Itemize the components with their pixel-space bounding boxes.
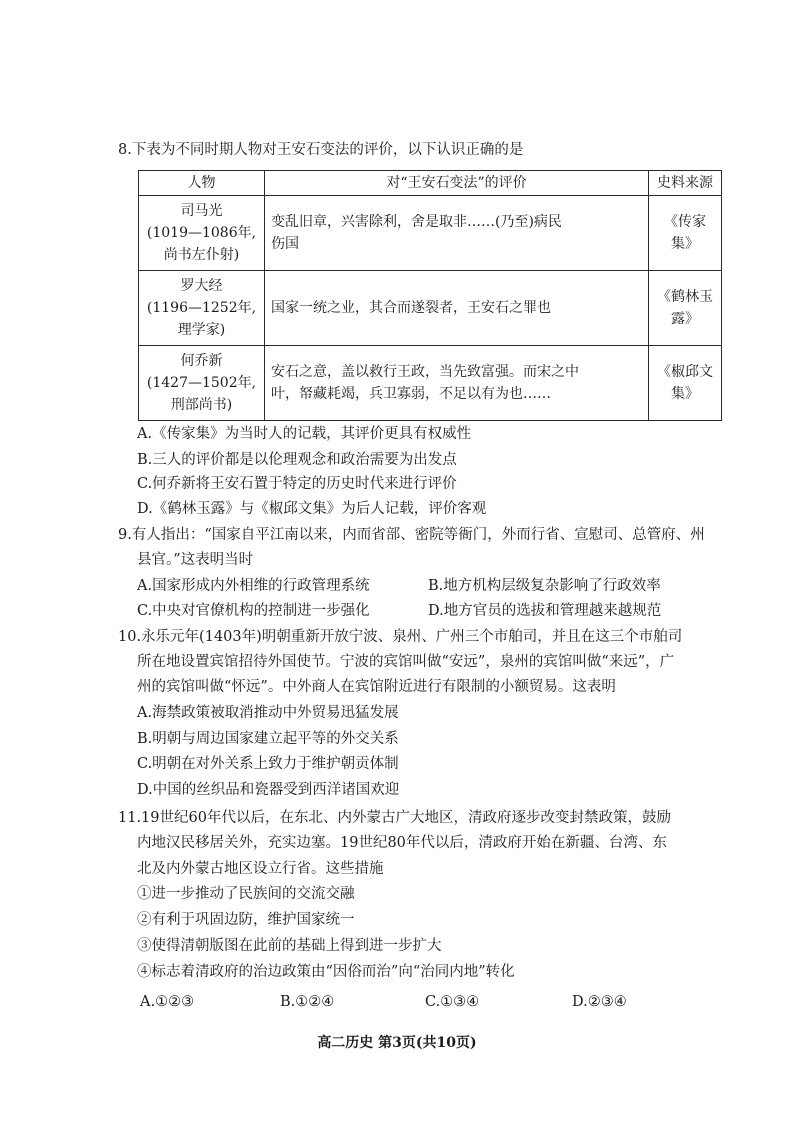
table-header-row [139, 171, 722, 196]
q11-item: ④标志着清政府的治边政策由“因俗而治”向“治同内地”转化 [137, 964, 515, 980]
q10-stem-cont: 州的宾馆叫做“怀远”。中外商人在宾馆附近进行有限制的小额贸易。这表明 [137, 679, 616, 695]
q9-option-c: C.中央对官僚机构的控制进一步强化 [137, 603, 370, 619]
q11-option-a: A.①②③ [140, 994, 195, 1010]
q11-item: ②有利于巩固边防，维护国家统一 [137, 912, 355, 928]
q9-stem: 9.有人指出：“国家自平江南以来，内而省部、密院等衙门，外而行省、宣慰司、总管府、州 [118, 527, 705, 543]
person-years: (1196—1252年, [146, 300, 257, 316]
header-source: 史料来源 [649, 171, 722, 196]
evaluation-line: 叶，帑藏耗竭，兵卫寡弱，不足以有为也…… [271, 386, 551, 402]
person-name: 何乔新 [180, 353, 223, 369]
evaluation-line: 伤国 [271, 236, 299, 252]
q11-stem: 11.19世纪60年代以后，在东北、内外蒙古广大地区，清政府逐步改变封禁政策，鼓励 [118, 810, 671, 826]
q9-stem-cont: 县官。”这表明当时 [137, 552, 254, 568]
table-row [139, 196, 722, 271]
person-years: (1019—1086年, [146, 225, 257, 241]
header-person: 人物 [139, 171, 265, 196]
header-evaluation: 对“王安石变法”的评价 [265, 171, 649, 196]
person-cell [139, 346, 265, 421]
q8-option-a: A.《传家集》为当时人的记载，其评价更具有权威性 [137, 426, 472, 442]
person-name: 司马光 [180, 203, 223, 219]
q11-stem-cont: 北及内外蒙古地区设立行省。这些措施 [137, 861, 384, 877]
q11-option-c: C.①③④ [425, 994, 480, 1010]
q8-stem: 8.下表为不同时期人物对王安石变法的评价，以下认识正确的是 [118, 142, 524, 158]
source-cell: 《传家集》 [649, 196, 722, 271]
q8-option-d: D.《鹤林玉露》与《椒邱文集》为后人记载，评价客观 [137, 501, 487, 517]
person-years: (1427—1502年, [146, 375, 257, 391]
person-title: 尚书左仆射) [163, 247, 240, 263]
q10-option-c: C.明朝在对外关系上致力于维护朝贡体制 [137, 756, 399, 772]
evaluation-cell [265, 196, 649, 271]
person-title: 刑部尚书) [170, 397, 233, 413]
q9-option-b: B.地方机构层级复杂影响了行政效率 [428, 578, 661, 594]
q10-stem-cont: 所在地设置宾馆招待外国使节。宁波的宾馆叫做“安远”，泉州的宾馆叫做“来远”，广 [137, 654, 675, 670]
q8-option-b: B.三人的评价都是以伦理观念和政治需要为出发点 [137, 452, 457, 468]
page-footer: 高二历史 第3页(共10页) [317, 1035, 477, 1051]
q11-option-d: D.②③④ [572, 994, 627, 1010]
q8-evaluation-table [138, 170, 722, 421]
q10-stem: 10.永乐元年(1403年)明朝重新开放宁波、泉州、广州三个市舶司，并且在这三个市舶司 [118, 629, 683, 645]
table-row [139, 271, 722, 346]
q10-option-b: B.明朝与周边国家建立起平等的外交关系 [137, 731, 399, 747]
person-name: 罗大经 [180, 278, 223, 294]
evaluation-line: 安石之意，盖以救行王政，当先致富强。而宋之中 [271, 364, 579, 380]
q9-option-a: A.国家形成内外相维的行政管理系统 [137, 578, 370, 594]
q11-item: ③使得清朝版图在此前的基础上得到进一步扩大 [137, 938, 442, 954]
source-cell: 《椒邱文集》 [649, 346, 722, 421]
evaluation-cell [265, 271, 649, 346]
q10-option-d: D.中国的丝织品和瓷器受到西洋诸国欢迎 [137, 782, 400, 798]
q10-option-a: A.海禁政策被取消推动中外贸易迅猛发展 [137, 705, 399, 721]
q9-option-d: D.地方官员的选拔和管理越来越规范 [428, 603, 662, 619]
table-row [139, 346, 722, 421]
person-cell [139, 271, 265, 346]
source-cell: 《鹤林玉露》 [649, 271, 722, 346]
q11-option-b: B.①②④ [280, 994, 335, 1010]
q11-item: ①进一步推动了民族间的交流交融 [137, 886, 355, 902]
evaluation-line: 变乱旧章，兴害除利，舍是取非……(乃至)病民 [271, 214, 562, 230]
q11-stem-cont: 内地汉民移居关外，充实边塞。19世纪80年代以后，清政府开始在新疆、台湾、东 [137, 835, 667, 851]
person-title: 理学家) [177, 322, 226, 338]
q8-option-c: C.何乔新将王安石置于特定的历史时代来进行评价 [137, 476, 457, 492]
person-cell [139, 196, 265, 271]
evaluation-cell [265, 346, 649, 421]
evaluation-line: 国家一统之业，其合而遂裂者，王安石之罪也 [271, 300, 551, 316]
